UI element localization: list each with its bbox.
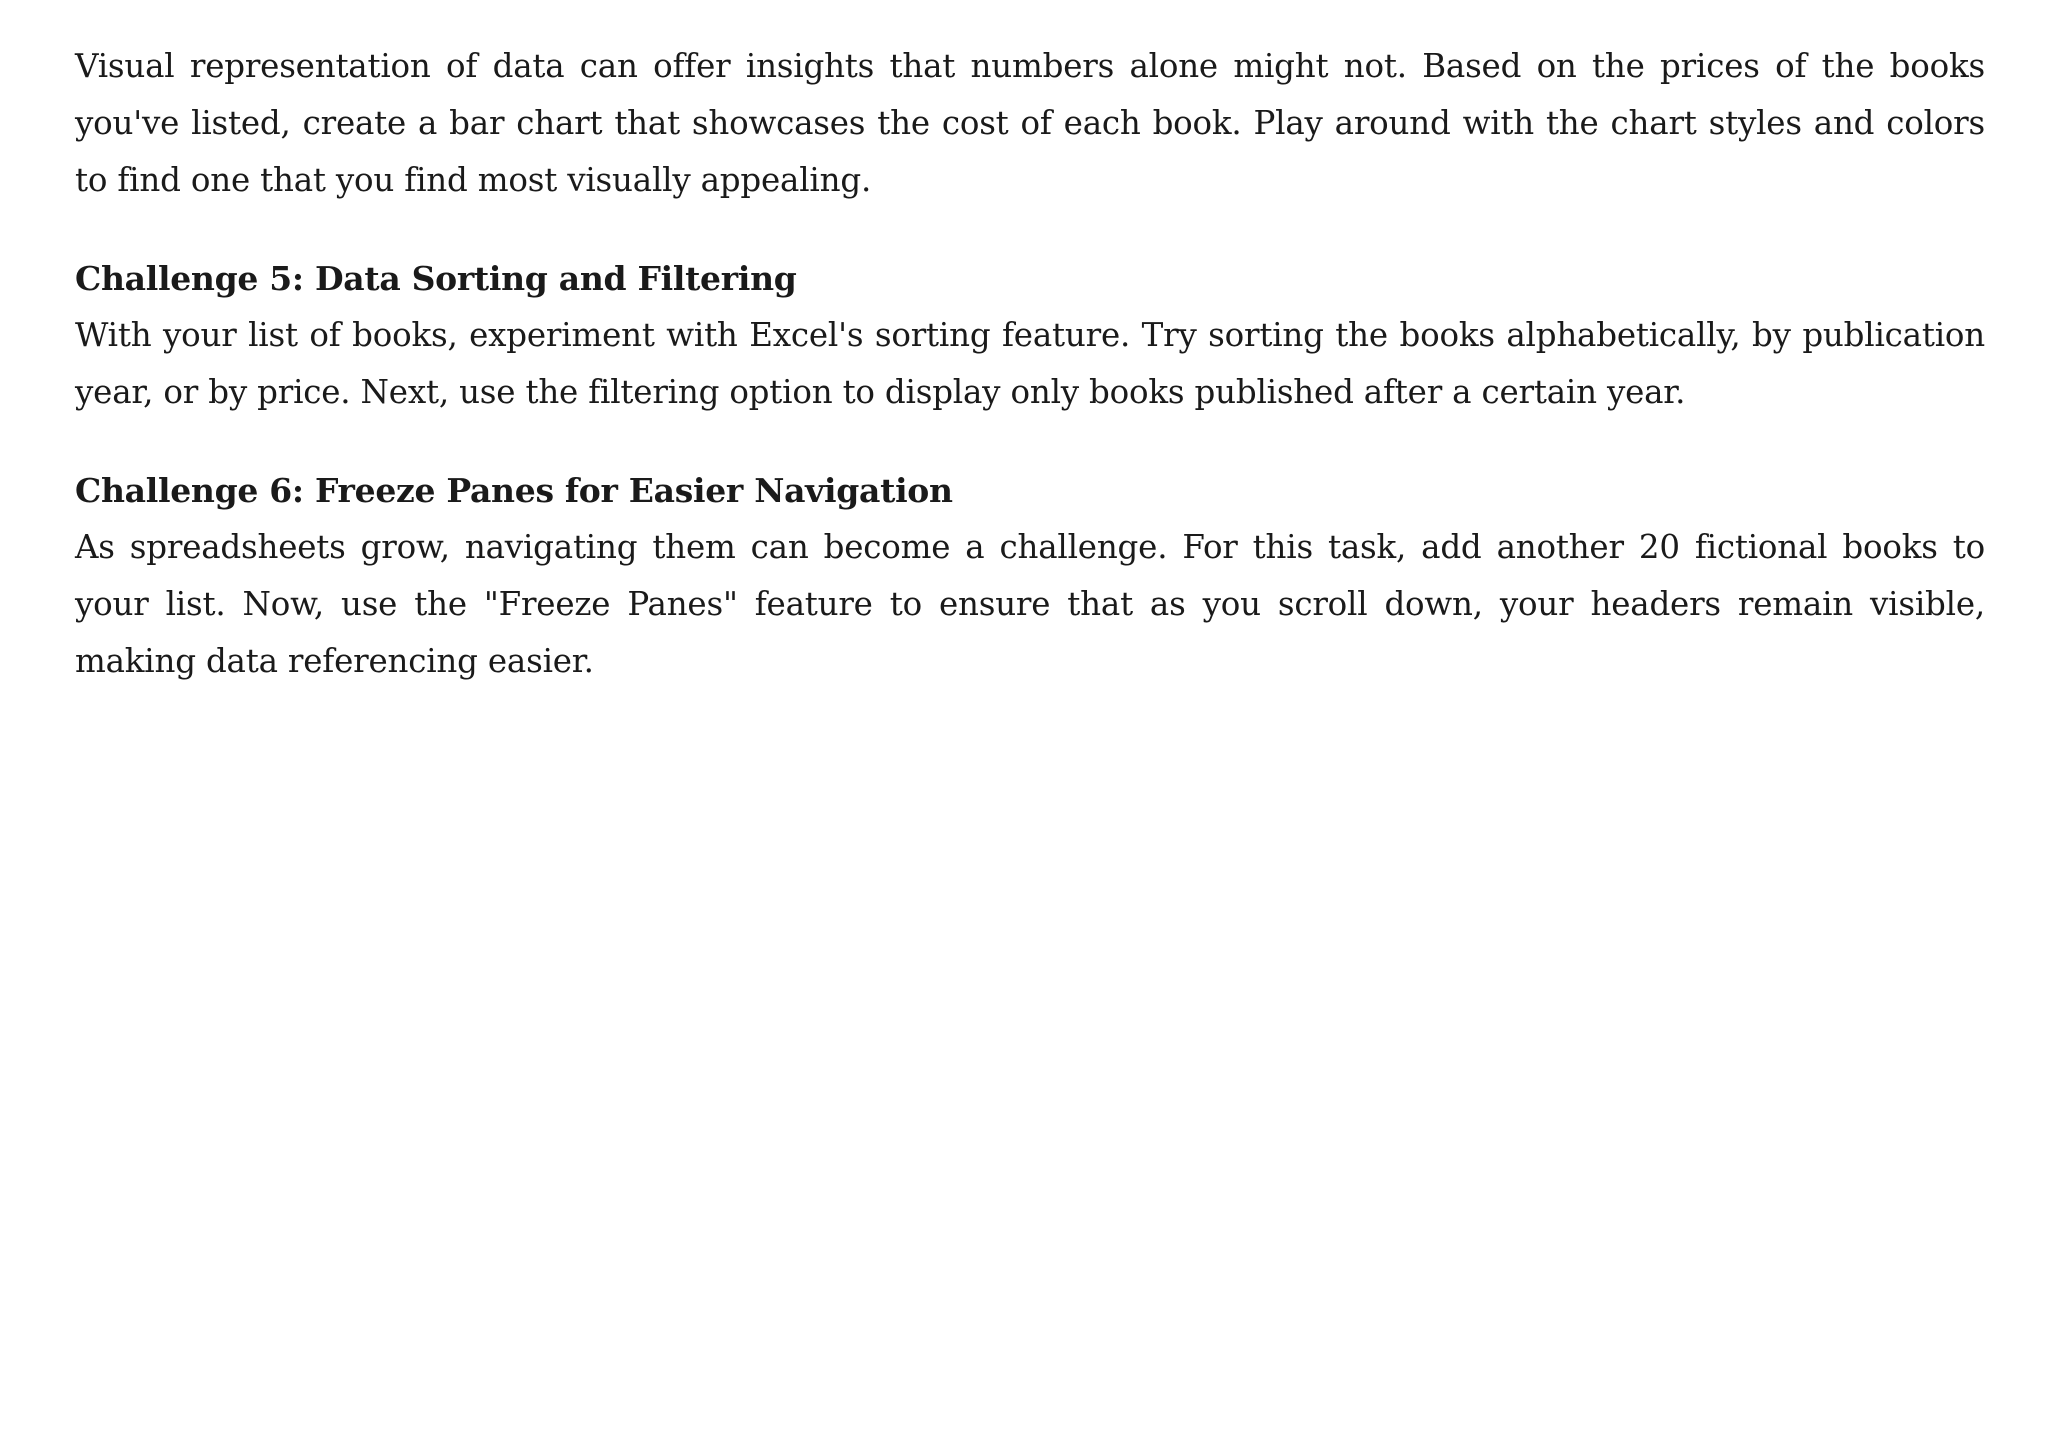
challenge-6-heading: Challenge 6: Freeze Panes for Easier Navigation xyxy=(75,471,953,510)
intro-paragraph: Visual representation of data can offer insights that numbers alone might not. Based on the prices of the books you've listed, create a bar chart that showcases the cost of each book. Play around with the chart styles and colors to find one that you find most visually appealing. xyxy=(75,47,1985,199)
challenge-5-heading: Challenge 5: Data Sorting and Filtering xyxy=(75,259,797,298)
document-page xyxy=(75,38,1985,690)
challenge-6-paragraph: As spreadsheets grow, navigating them can become a challenge. For this task, add another 20 fictional books to your list. Now, use the "Freeze Panes" feature to ensure that as you scroll down, your headers remain visible, making data referencing easier. xyxy=(75,528,1985,680)
challenge-5-paragraph: With your list of books, experiment with Excel's sorting feature. Try sorting the books alphabetically, by publication year, or by price. Next, use the filtering option to display only books published after a certain year. xyxy=(75,316,1985,411)
